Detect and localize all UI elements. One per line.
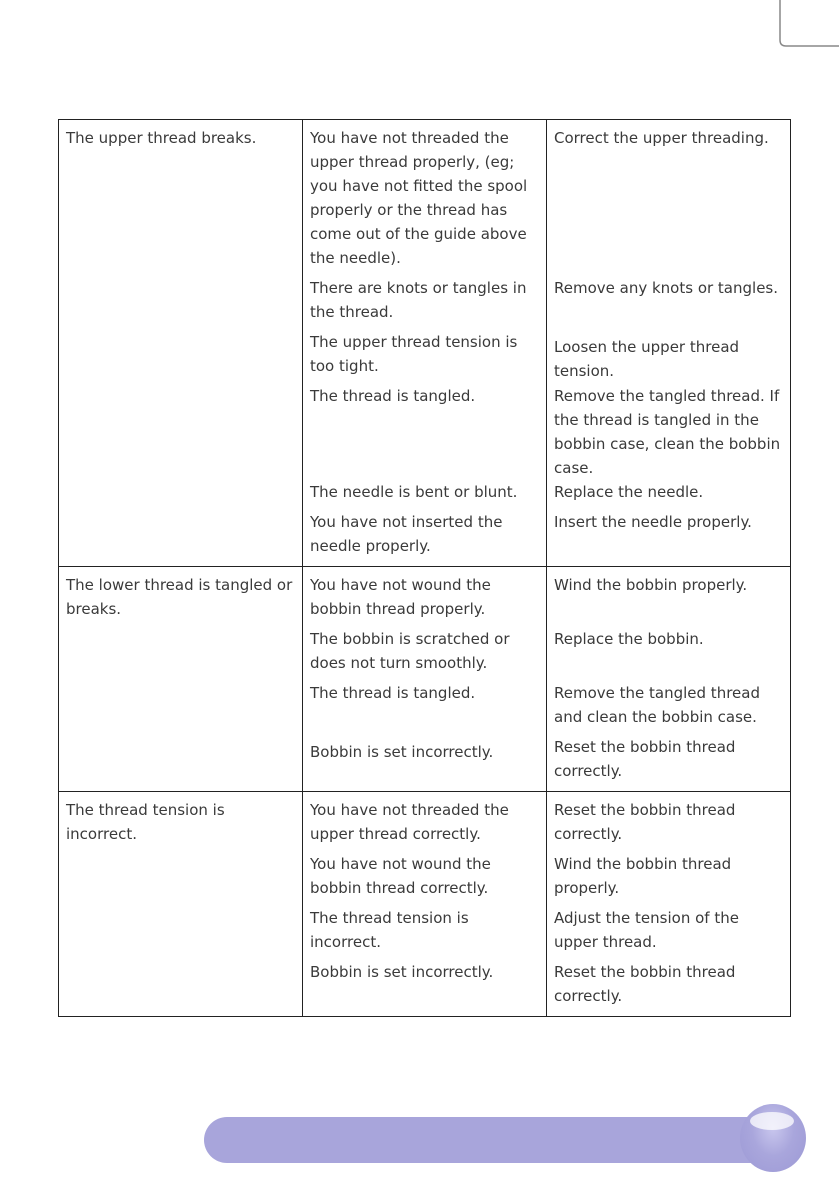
remedy-text: Replace the bobbin.: [554, 630, 704, 648]
table-row: [59, 120, 791, 567]
crop-mark: [0, 0, 839, 60]
problem-cell: [59, 792, 303, 1017]
cause-text: The upper thread tension is too tight.: [310, 333, 518, 375]
remedy-text: Correct the upper threading.: [554, 129, 769, 147]
cause-text: The needle is bent or blunt.: [310, 483, 518, 501]
problem-cell: [59, 120, 303, 567]
remedy-text: Wind the bobbin properly.: [554, 576, 748, 594]
remedy-cell: [547, 567, 791, 792]
cause-text: You have not wound the bobbin thread correctly.: [310, 855, 491, 897]
cause-text: The thread is tangled.: [310, 387, 476, 405]
cause-text: There are knots or tangles in the thread.: [310, 279, 527, 321]
remedy-text: Reset the bobbin thread correctly.: [554, 963, 736, 1005]
remedy-text: Reset the bobbin thread correctly.: [554, 738, 736, 780]
cause-text: Bobbin is set incorrectly.: [310, 743, 494, 761]
cause-cell: [303, 120, 547, 567]
cause-text: You have not inserted the needle properly.: [310, 513, 503, 555]
cause-cell: [303, 792, 547, 1017]
cause-text: The thread tension is incorrect.: [310, 909, 469, 951]
cause-text: You have not wound the bobbin thread properly.: [310, 576, 491, 618]
cause-text: You have not threaded the upper thread correctly.: [310, 801, 509, 843]
remedy-text: Wind the bobbin thread properly.: [554, 855, 732, 897]
remedy-text: Replace the needle.: [554, 483, 704, 501]
cause-text: You have not threaded the upper thread properly, (eg; you have not fitted the spool properly or the thread has come out of the guide above the needle).: [310, 129, 528, 267]
cause-text: The bobbin is scratched or does not turn smoothly.: [310, 630, 510, 672]
remedy-text: Remove any knots or tangles.: [554, 279, 779, 297]
badge-highlight: [750, 1112, 794, 1130]
problem-text: The lower thread is tangled or breaks.: [66, 576, 293, 618]
remedy-cell: [547, 120, 791, 567]
cause-text: Bobbin is set incorrectly.: [310, 963, 494, 981]
cause-text: The thread is tangled.: [310, 684, 476, 702]
remedy-text: Loosen the upper thread tension.: [554, 338, 740, 380]
remedy-text: Remove the tangled thread. If the thread is tangled in the bobbin case, clean the bobbin case.: [554, 387, 781, 477]
remedy-text: Reset the bobbin thread correctly.: [554, 801, 736, 843]
cause-cell: [303, 567, 547, 792]
remedy-text: Adjust the tension of the upper thread.: [554, 909, 739, 951]
footer-bar: [204, 1117, 784, 1163]
problem-text: The thread tension is incorrect.: [66, 801, 225, 843]
remedy-text: Remove the tangled thread and clean the bobbin case.: [554, 684, 760, 726]
table-row: [59, 567, 791, 792]
remedy-text: Insert the needle properly.: [554, 513, 752, 531]
table-row: [59, 792, 791, 1017]
remedy-cell: [547, 792, 791, 1017]
problem-cell: [59, 567, 303, 792]
troubleshooting-table: [58, 119, 791, 1017]
page-tab-badge: [740, 1104, 806, 1172]
problem-text: The upper thread breaks.: [66, 129, 257, 147]
